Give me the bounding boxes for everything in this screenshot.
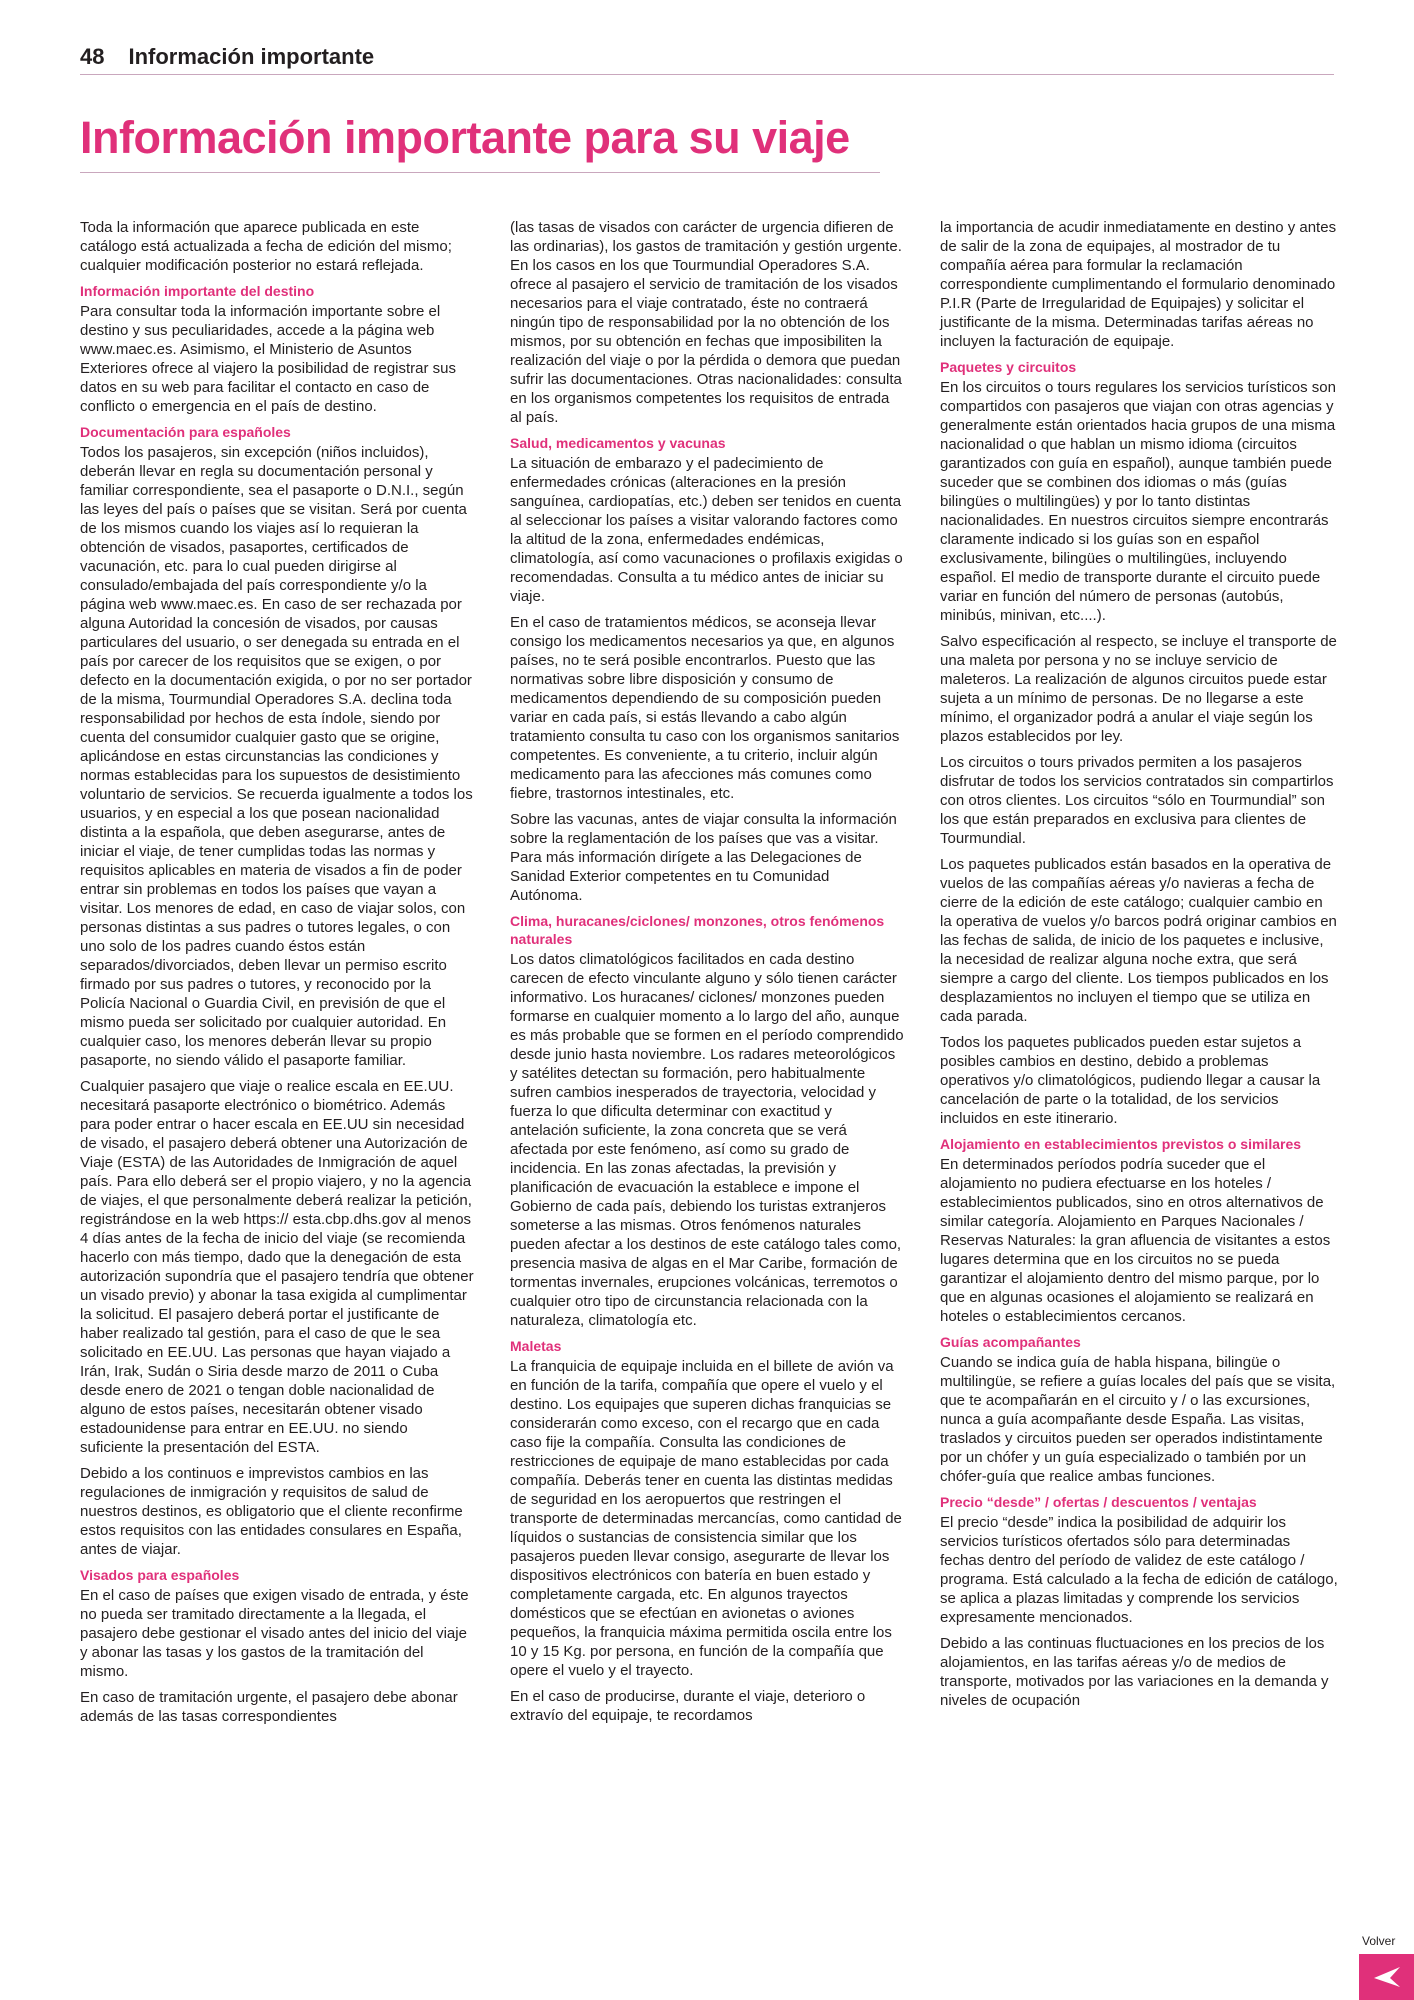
page-header [80, 44, 1334, 75]
paragraph: Los datos climatológicos facilitados en cada destino carecen de efecto vinculante alguno y sólo tienen carácter informativo. Los huracanes/ ciclones/ monzones pueden formarse en cualquier momento a lo largo del año, aunque es más probable que se formen en el período comprendido desde junio hasta noviembre. Los radares meteorológicos y satélites detectan su formación, pero habitualmente sufren cambios inesperados de trayectoria, velocidad y fuerza lo que dificulta determinar con exactitud y antelación suficiente, la zona concreta que se verá afectada por este fenómeno, así como su grado de incidencia. En las zonas afectadas, la previsión y planificación de evacuación la establece e impone el Gobierno de cada país, debiendo los turistas extranjeros someterse a las mismas. Otros fenómenos naturales pueden afectar a los destinos de este catálogo tales como, presencia masiva de algas en el Mar Caribe, formación de tormentas invernales, erupciones volcánicas, terremotos o cualquier otro tipo de circunstancia relacionada con la naturaleza, climatología etc. [510, 951, 904, 1329]
paragraph: (las tasas de visados con carácter de urgencia difieren de las ordinarias), los gastos de tramitación y gestión urgente. En los casos en los que Tourmundial Operadores S.A. ofrece al pasajero el servicio de tramitación de los visados necesarios para el viaje contratado, éste no contraerá ningún tipo de responsabilidad por la no obtención de los mismos, por su obtención en fechas que imposibiliten la realización del viaje o por la pérdida o demora que puedan sufrir las documentaciones. Otras nacionalidades: consulta en los organismos competentes los requisitos de entrada al país. [510, 219, 902, 426]
paragraph: Los paquetes publicados están basados en la operativa de vuelos de las compañías aéreas y/o navieras a fecha de cierre de la edición de este catálogo; cualquier cambio en la operativa de vuelos y/o barcos podrá originar cambios en las fechas de salida, de inicio de los paquetes e inclusive, la necesidad de realizar alguna noche extra, que será siempre a cargo del cliente. Los tiempos publicados en los desplazamientos no incluyen el tiempo que se utiliza en cada parada. [940, 856, 1337, 1025]
paragraph: Los circuitos o tours privados permiten a los pasajeros disfrutar de todos los servicios contratados sin compartirlos con otros clientes. Los circuitos “sólo en Tourmundial” son los que están preparados en exclusiva para clientes de Tourmundial. [940, 754, 1334, 847]
paragraph: Para consultar toda la información importante sobre el destino y sus peculiaridades, accede a la página web www.maec.es. Asimismo, el Ministerio de Asuntos Exteriores ofrece al viajero la posibilidad de registrar sus datos en su web para facilitar el contacto en caso de conflicto o emergencia en el país de destino. [80, 303, 457, 415]
section-heading: Precio “desde” / ofertas / descuentos / ventajas [940, 1494, 1257, 1510]
section-heading: Maletas [510, 1338, 562, 1354]
section-heading: Alojamiento en establecimientos previstos o similares [940, 1136, 1302, 1152]
paragraph: Salvo especificación al respecto, se incluye el transporte de una maleta por persona y no se incluye servicio de maleteros. La realización de algunos circuitos puede estar sujeta a un mínimo de personas. De no llegarse a este mínimo, el organizador podrá a anular el viaje según los plazos establecidos por ley. [940, 633, 1337, 745]
text-column-2 [510, 218, 904, 1732]
section-heading: Documentación para españoles [80, 424, 291, 440]
back-button[interactable] [1359, 1954, 1414, 2000]
paragraph: En el caso de países que exigen visado de entrada, y éste no pueda ser tramitado directamente a la llegada, el pasajero debe gestionar el visado antes del inicio del viaje y abonar las tasas y los gastos de la tramitación del mismo. [80, 1587, 469, 1680]
paragraph: Todos los pasajeros, sin excepción (niños incluidos), deberán llevar en regla su documentación personal y familiar correspondiente, sea el pasaporte o D.N.I., según las leyes del país o países que se visitan. Será por cuenta de los mismos cuando los viajes así lo requieran la obtención de visados, pasaportes, certificados de vacunación, etc. para lo cual pueden dirigirse al consulado/embajada del país correspondiente y/o la página web www.maec.es. En caso de ser rechazada por alguna Autoridad la concesión de visados, por causas particulares del usuario, o ser denegada su entrada en el país por carecer de los requisitos que se exigen, o por defecto en la documentación exigida, o por no ser portador de la misma, Tourmundial Operadores S.A. declina toda responsabilidad por hechos de esta índole, siendo por cuenta del consumidor cualquier gasto que se origine, aplicándose en estas circunstancias las condiciones y normas establecidas para los supuestos de desistimiento voluntario de servicios. Se recuerda igualmente a todos los usuarios, y en especial a los que posean nacionalidad distinta a la española, que deben asegurarse, antes de iniciar el viaje, de tener cumplidas todas las normas y requisitos aplicables en materia de visados a fin de poder entrar sin problemas en todos los países que vayan a visitar. Los menores de edad, en caso de viajar solos, con personas distintas a sus padres o tutores legales, o con uno solo de los padres cuando éstos están separados/divorciados, deben llevar un permiso escrito firmado por sus padres o tutores, y reconocido por la Policía Nacional o Guardia Civil, en previsión de que el mismo pueda ser solicitado por cualquier autoridad. En cualquier caso, los menores deberán llevar su propio pasaporte, no siendo válido el pasaporte familiar. [80, 444, 473, 1069]
paragraph: En determinados períodos podría suceder que el alojamiento no pudiera efectuarse en los hoteles / establecimientos publicados, sino en otros alternativos de similar categoría. Alojamiento en Parques Nacionales / Reservas Naturales: la gran afluencia de visitantes a estos lugares determina que en los circuitos no se pueda garantizar el alojamiento dentro del mismo parque, por lo que en algunas ocasiones el alojamiento se realizará en hoteles o establecimientos cercanos. [940, 1156, 1331, 1325]
paragraph: Sobre las vacunas, antes de viajar consulta la información sobre la reglamentación de los países que vas a visitar. Para más información dirígete a las Delegaciones de Sanidad Exterior competentes en tu Comunidad Autónoma. [510, 811, 897, 904]
paragraph: En caso de tramitación urgente, el pasajero debe abonar además de las tasas correspondientes [80, 1689, 458, 1725]
paragraph: En el caso de tratamientos médicos, se aconseja llevar consigo los medicamentos necesarios ya que, en algunos países, no te será posible encontrarlos. Puesto que las normativas sobre libre disposición y consumo de medicamentos dependiendo de su composición pueden variar en cada país, si estás llevando a cabo algún tratamiento consulta tu caso con los organismos sanitarios competentes. Es conveniente, a tu criterio, incluir algún medicamento para las afecciones más comunes como fiebre, trastornos intestinales, etc. [510, 614, 900, 802]
paragraph: Cualquier pasajero que viaje o realice escala en EE.UU. necesitará pasaporte electrónico o biométrico. Además para poder entrar o hacer escala en EE.UU sin necesidad de visado, el pasajero deberá obtener una Autorización de Viaje (ESTA) de las Autoridades de Inmigración de aquel país. Para ello deberá ser el propio viajero, y no la agencia de viajes, el que personalmente deberá realizar la petición, registrándose en la web https:// esta.cbp.dhs.gov al menos 4 días antes de la fecha de inicio del viaje (se recomienda hacerlo con más tiempo, dado que la denegación de esta autorización supondría que el pasajero tendría que obtener un visado previo) y abonar la tasa exigida al cumplimentar la solicitud. El pasajero deberá portar el justificante de haber realizado tal gestión, para el caso de que le sea solicitado en EE.UU. Las personas que hayan viajado a Irán, Irak, Sudán o Siria desde marzo de 2011 o Cuba desde enero de 2021 o tengan doble nacionalidad de alguno de estos países, necesitarán obtener visado estadounidense para entrar en EE.UU. no siendo suficiente la presentación del ESTA. [80, 1078, 474, 1456]
paragraph: El precio “desde” indica la posibilidad de adquirir los servicios turísticos ofertados sólo para determinadas fechas dentro del período de validez de este catálogo / programa. Está calculado a la fecha de edición de catálogo, se aplica a plazas limitadas y comprende los servicios expresamente mencionados. [940, 1514, 1338, 1626]
paragraph: la importancia de acudir inmediatamente en destino y antes de salir de la zona de equipajes, al mostrador de tu compañía aérea para formular la reclamación correspondiente cumplimentando el formulario denominado P.I.R (Parte de Irregularidad de Equipajes) y solicitar el justificante de la misma. Determinadas tarifas aéreas no incluyen la facturación de equipaje. [940, 219, 1337, 350]
section-heading: Paquetes y circuitos [940, 359, 1077, 375]
paragraph: Toda la información que aparece publicada en este catálogo está actualizada a fecha de edición del mismo; cualquier modificación posterior no estará reflejada. [80, 219, 452, 274]
paragraph: Cuando se indica guía de habla hispana, bilingüe o multilingüe, se refiere a guías locales del país que se visita, que te acompañarán en el circuito y / o las excursiones, nunca a guía acompañante desde España. Las visitas, traslados y circuitos pueden ser operados indistintamente por un chófer y un guía especializado o también por un chófer-guía que realice ambas funciones. [940, 1354, 1336, 1485]
text-column-1 [80, 218, 474, 1733]
page-number: 48 [80, 44, 105, 69]
section-heading: Información importante del destino [80, 283, 315, 299]
page-title: Información importante para su viaje [80, 112, 850, 163]
section-heading: Clima, huracanes/ciclones/ monzones, otros fenómenos naturales [510, 913, 885, 947]
section-heading: Visados para españoles [80, 1567, 240, 1583]
back-arrow-icon [1372, 1965, 1402, 1989]
paragraph: En el caso de producirse, durante el viaje, deterioro o extravío del equipaje, te recordamos [510, 1688, 866, 1724]
paragraph: La situación de embarazo y el padecimiento de enfermedades crónicas (alteraciones en la presión sanguínea, cardiopatías, etc.) deben ser tenidos en cuenta al seleccionar los países a visitar valorando factores como la altitud de la zona, enfermedades endémicas, climatología, así como vacunaciones o profilaxis exigidas o recomendadas. Consulta a tu médico antes de iniciar su viaje. [510, 455, 903, 605]
section-heading: Salud, medicamentos y vacunas [510, 435, 726, 451]
section-title: Información importante [128, 44, 375, 69]
text-column-3 [940, 218, 1338, 1717]
section-heading: Guías acompañantes [940, 1334, 1081, 1350]
paragraph: La franquicia de equipaje incluida en el billete de avión va en función de la tarifa, compañía que opere el vuelo y el destino. Los equipajes que superen dichas franquicias se considerarán como exceso, con el recargo que en cada caso fije la compañía. Consulta las condiciones de restricciones de equipaje de mano establecidas por cada compañía. Deberás tener en cuenta las distintas medidas de seguridad en los aeropuertos que restringen el transporte de determinadas mercancías, como cantidad de líquidos o sustancias de consistencia similar que los pasajeros pueden llevar consigo, asegurarte de llevar los dispositivos electrónicos con batería en buen estado y completamente cargada, etc. En algunos trayectos domésticos que se efectúan en avionetas o aviones pequeños, la franquicia máxima permitida oscila entre los 10 y 15 Kg. por persona, en función de la compañía que opere el vuelo y el trayecto. [510, 1358, 902, 1679]
paragraph: Debido a las continuas fluctuaciones en los precios de los alojamientos, en las tarifas aéreas y/o de medios de transporte, motivados por las variaciones en la demanda y niveles de ocupación [940, 1635, 1329, 1709]
paragraph: Todos los paquetes publicados pueden estar sujetos a posibles cambios en destino, debido a problemas operativos y/o climatológicos, pudiendo llegar a causar la cancelación de parte o la totalidad, de los servicios incluidos en este itinerario. [940, 1034, 1321, 1127]
title-underline [80, 172, 880, 173]
paragraph: Debido a los continuos e imprevistos cambios en las regulaciones de inmigración y requisitos de salud de nuestros destinos, es obligatorio que el cliente reconfirme estos requisitos con las entidades consulares en España, antes de viajar. [80, 1465, 463, 1558]
paragraph: En los circuitos o tours regulares los servicios turísticos son compartidos con pasajeros que viajan con otras agencias y generalmente están orientados hacia grupos de una misma nacionalidad o que hablan un mismo idioma (circuitos garantizados con guía en español), aunque también puede suceder que se combinen dos idiomas o más (guías bilingües o multilingües) y por lo tanto distintas nacionalidades. En nuestros circuitos siempre encontrarás claramente indicado si los guías son en español exclusivamente, bilingües o multilingües, incluyendo español. El medio de transporte durante el circuito puede variar en función del número de personas (autobús, minibús, minivan, etc....). [940, 379, 1336, 624]
back-link-label[interactable]: Volver [1362, 1934, 1396, 1948]
